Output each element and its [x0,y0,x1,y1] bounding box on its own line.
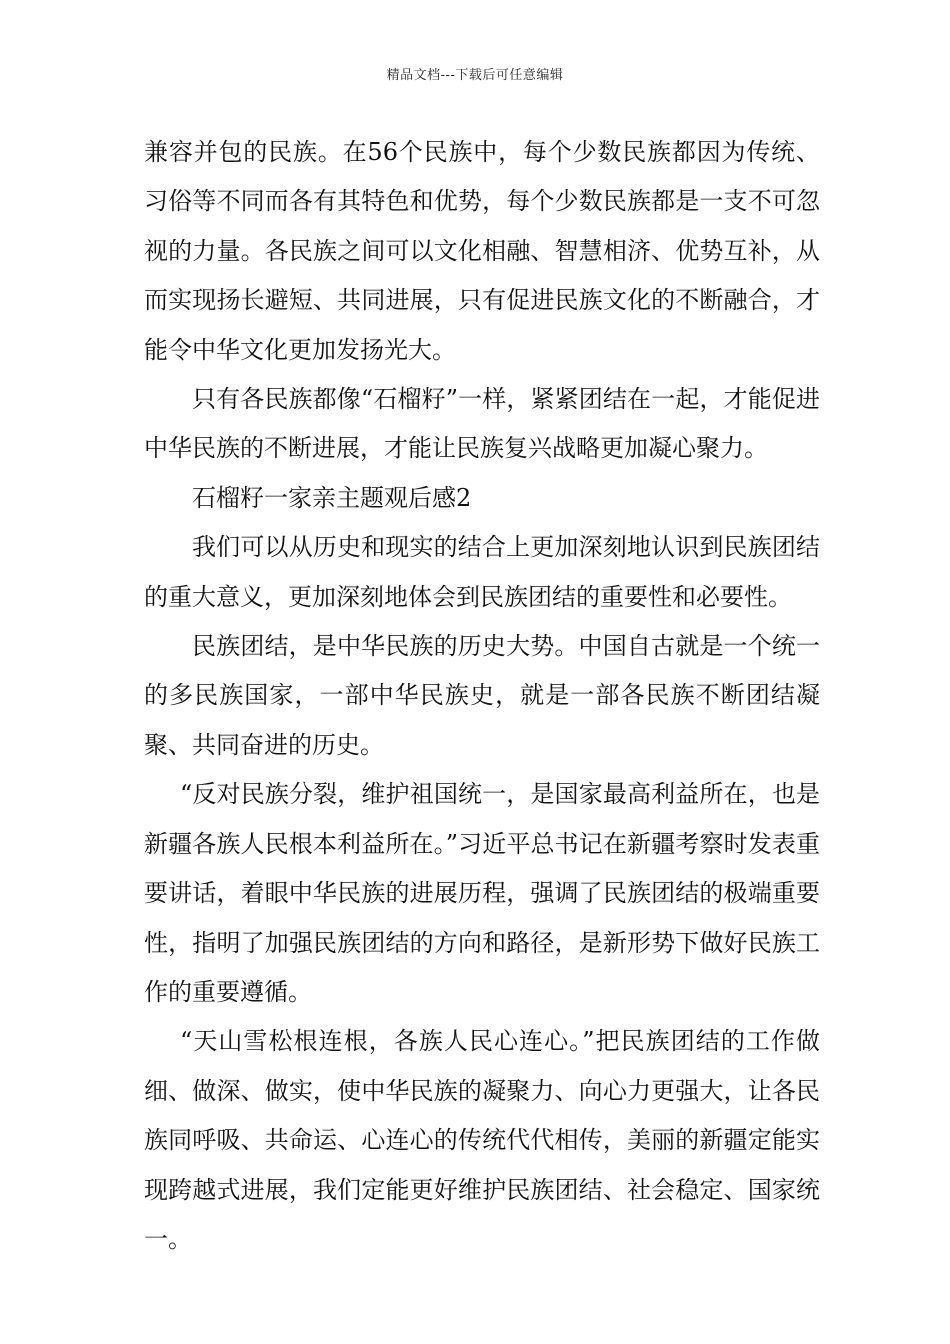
paragraph-quote-unity: “反对民族分裂，维护祖国统一，是国家最高利益所在，也是新疆各族人民根本利益所在。”习近平总书记在新疆考察时发表重要讲话，着眼中华民族的进展历程，强调了民族团结的极端重要性，指明了加强民族团结的方向和路径，是新形势下做好民族工作的重要遵循。 [144,780,820,1006]
paragraph-history-reality: 我们可以从历史和现实的结合上更加深刻地认识到民族团结的重大意义，更加深刻地体会到民族团结的重要性和必要性。 [144,533,820,611]
page-header: 精品文档---下载后可任意编辑 [386,68,564,83]
paragraph-continuation: 兼容并包的民族。在56个民族中，每个少数民族都因为传统、习俗等不同而各有其特色和优势，每个少数民族都是一支不可忽视的力量。各民族之间可以文化相融、智慧相济、优势互补，从而实现扬长避短、共同进展，只有促进民族文化的不断融合，才能令中华文化更加发扬光大。 [144,138,820,364]
paragraph-quote-tianshan: “天山雪松根连根，各族人民心连心。”把民族团结的工作做细、做深、做实，使中华民族的凝聚力、向心力更强大，让各民族同呼吸、共命运、心连心的传统代代相传，美丽的新疆定能实现跨越式进展，我们定能更好维护民族团结、社会稳定、国家统一。 [144,1027,820,1253]
paragraph-pomegranate-seed: 只有各民族都像“石榴籽”一样，紧紧团结在一起，才能促进中华民族的不断进展，才能让民族复兴战略更加凝心聚力。 [144,385,820,463]
document-body [144,128,820,1264]
section-title: 石榴籽一家亲主题观后感2 [192,483,472,512]
paragraph-historical-trend: 民族团结，是中华民族的历史大势。中国自古就是一个统一的多民族国家，一部中华民族史，就是一部各民族不断团结凝聚、共同奋进的历史。 [144,632,820,759]
